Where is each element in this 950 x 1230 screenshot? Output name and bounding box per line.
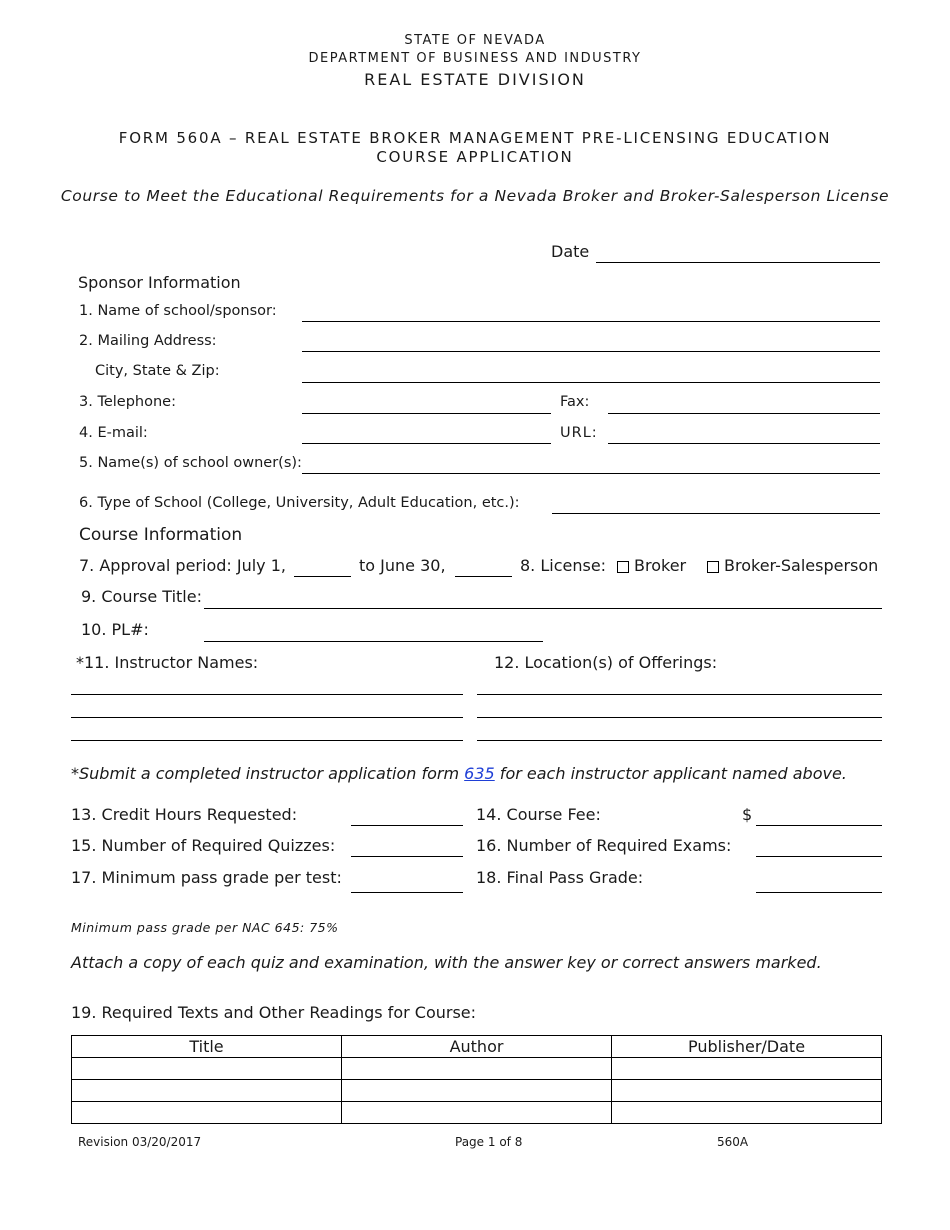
quizzes-field[interactable] xyxy=(351,856,463,857)
sponsor-name-label: 1. Name of school/sponsor: xyxy=(79,303,277,319)
school-owners-label: 5. Name(s) of school owner(s): xyxy=(79,455,302,471)
credit-hours-label: 13. Credit Hours Requested: xyxy=(71,805,298,824)
course-title-field[interactable] xyxy=(204,608,882,609)
mailing-address-field[interactable] xyxy=(302,351,880,352)
school-type-field[interactable] xyxy=(552,513,880,514)
sponsor-name-field[interactable] xyxy=(302,321,880,322)
fax-field[interactable] xyxy=(608,413,880,414)
course-fee-label: 14. Course Fee: xyxy=(476,805,601,824)
column-title: Title xyxy=(72,1036,342,1058)
license-label: 8. License: xyxy=(520,556,607,575)
broker-checkbox[interactable] xyxy=(617,561,629,573)
exams-field[interactable] xyxy=(756,856,882,857)
table-row xyxy=(72,1080,882,1102)
approval-period-label: 7. Approval period: July 1, xyxy=(79,556,286,575)
column-author: Author xyxy=(342,1036,612,1058)
footer-page-number: Page 1 of 8 xyxy=(455,1135,523,1149)
final-pass-grade-field[interactable] xyxy=(756,892,882,893)
course-title-label: 9. Course Title: xyxy=(81,587,202,606)
min-pass-grade-label: 17. Minimum pass grade per test: xyxy=(71,868,342,887)
approval-start-year-field[interactable] xyxy=(294,576,351,577)
approval-to-label: to June 30, xyxy=(359,556,446,575)
sponsor-heading: Sponsor Information xyxy=(78,273,241,292)
date-field[interactable] xyxy=(596,262,880,263)
city-state-zip-label: City, State & Zip: xyxy=(95,363,220,379)
final-pass-grade-label: 18. Final Pass Grade: xyxy=(476,868,644,887)
attach-note: Attach a copy of each quiz and examination, with the answer key or correct answers marked. xyxy=(71,953,822,972)
credit-hours-field[interactable] xyxy=(351,825,463,826)
location-field-2[interactable] xyxy=(477,717,882,718)
fax-label: Fax: xyxy=(560,394,590,410)
exams-label: 16. Number of Required Exams: xyxy=(476,836,732,855)
email-label: 4. E-mail: xyxy=(79,425,148,441)
course-heading: Course Information xyxy=(79,525,243,545)
footer-revision: Revision 03/20/2017 xyxy=(78,1135,202,1149)
form-title: FORM 560A – REAL ESTATE BROKER MANAGEMENT PRE-LICENSING EDUCATION xyxy=(118,129,832,147)
table-row xyxy=(72,1102,882,1124)
instructor-name-field-3[interactable] xyxy=(71,740,463,741)
table-cell[interactable] xyxy=(72,1102,342,1124)
url-field[interactable] xyxy=(608,443,880,444)
school-owners-field[interactable] xyxy=(302,473,880,474)
date-label: Date xyxy=(551,242,590,261)
table-cell[interactable] xyxy=(72,1058,342,1080)
instructor-name-field-2[interactable] xyxy=(71,717,463,718)
table-cell[interactable] xyxy=(612,1102,882,1124)
table-cell[interactable] xyxy=(342,1080,612,1102)
required-texts-table xyxy=(71,1035,882,1124)
url-label: URL: xyxy=(560,425,598,441)
instructor-name-field-1[interactable] xyxy=(71,694,463,695)
broker-salesperson-label: Broker-Salesperson xyxy=(724,556,879,575)
quizzes-label: 15. Number of Required Quizzes: xyxy=(71,836,336,855)
instructor-note-text: *Submit a completed instructor application form xyxy=(71,764,465,783)
location-field-3[interactable] xyxy=(477,740,882,741)
city-state-zip-field[interactable] xyxy=(302,382,880,383)
course-fee-field[interactable] xyxy=(756,825,882,826)
table-cell[interactable] xyxy=(342,1058,612,1080)
table-cell[interactable] xyxy=(612,1080,882,1102)
table-cell[interactable] xyxy=(342,1102,612,1124)
header-department: DEPARTMENT OF BUSINESS AND INDUSTRY xyxy=(308,51,642,66)
table-row xyxy=(72,1058,882,1080)
locations-label: 12. Location(s) of Offerings: xyxy=(494,653,718,672)
dollar-sign: $ xyxy=(742,805,753,824)
min-pass-grade-field[interactable] xyxy=(351,892,463,893)
table-cell[interactable] xyxy=(72,1080,342,1102)
min-pass-note: Minimum pass grade per NAC 645: 75% xyxy=(71,920,339,935)
instructor-note xyxy=(71,764,847,783)
instructor-names-label: *11. Instructor Names: xyxy=(76,653,259,672)
form-title-line2: COURSE APPLICATION xyxy=(376,148,574,166)
footer-form-code: 560A xyxy=(717,1135,749,1149)
broker-label: Broker xyxy=(634,556,687,575)
school-type-label: 6. Type of School (College, University, Adult Education, etc.): xyxy=(79,495,520,511)
header-division: REAL ESTATE DIVISION xyxy=(364,70,586,89)
column-publisher-date: Publisher/Date xyxy=(612,1036,882,1058)
telephone-field[interactable] xyxy=(302,413,551,414)
table-cell[interactable] xyxy=(612,1058,882,1080)
mailing-address-label: 2. Mailing Address: xyxy=(79,333,217,349)
header-state: STATE OF NEVADA xyxy=(404,33,546,48)
instructor-note-text-end: for each instructor applicant named above. xyxy=(494,764,847,783)
broker-salesperson-checkbox[interactable] xyxy=(707,561,719,573)
table-header-row xyxy=(72,1036,882,1058)
form-subtitle: Course to Meet the Educational Requirements for a Nevada Broker and Broker-Salesperson License xyxy=(60,187,890,205)
telephone-label: 3. Telephone: xyxy=(79,394,176,410)
approval-end-year-field[interactable] xyxy=(455,576,512,577)
pl-number-label: 10. PL#: xyxy=(81,620,149,639)
email-field[interactable] xyxy=(302,443,551,444)
location-field-1[interactable] xyxy=(477,694,882,695)
form-635-link[interactable]: 635 xyxy=(464,764,495,783)
pl-number-field[interactable] xyxy=(204,641,543,642)
required-texts-label: 19. Required Texts and Other Readings for Course: xyxy=(71,1003,477,1022)
